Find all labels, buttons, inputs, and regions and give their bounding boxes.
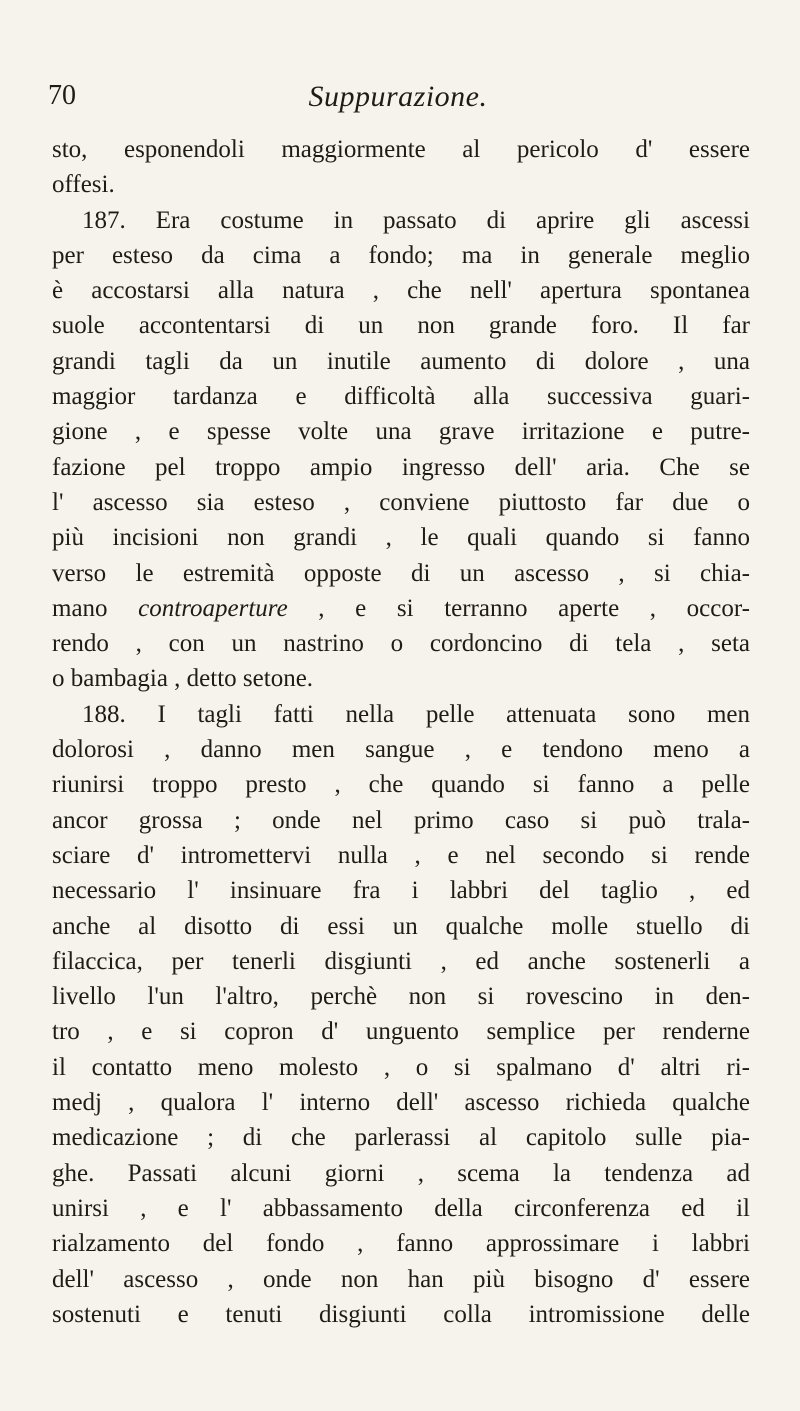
text-line: è accostarsi alla natura , che nell' apertura spontanea <box>52 277 750 305</box>
text-line: verso le estremità opposte di un ascesso , si chia- <box>52 559 750 587</box>
text-line: livello l'un l'altro, perchè non si rovescino in den- <box>52 983 750 1011</box>
text-line: tro , e si copron d' unguento semplice per renderne <box>52 1018 750 1046</box>
text-line: anche al disotto di essi un qualche molle stuello di <box>52 912 750 940</box>
text-line: grandi tagli da un inutile aumento di dolore , una <box>52 347 750 375</box>
text-line: il contatto meno molesto , o si spalmano d' altri ri- <box>52 1053 750 1081</box>
text-line: offesi. <box>52 171 115 199</box>
text-line: ancor grossa ; onde nel primo caso si può trala- <box>52 806 750 834</box>
paragraph-start-line: 187. Era costume in passato di aprire gli ascessi <box>82 206 750 234</box>
text-line: unirsi , e l' abbassamento della circonferenza ed il <box>52 1194 750 1222</box>
text-line: riunirsi troppo presto , che quando si fanno a pelle <box>52 771 750 799</box>
text-line: rendo , con un nastrino o cordoncino di tela , seta <box>52 630 750 658</box>
text-line: sto, esponendoli maggiormente al pericolo d' essere <box>52 136 750 163</box>
page-number: 70 <box>48 80 76 111</box>
text-run: , e si terranno aperte , occor- <box>287 594 750 622</box>
text-run: mano <box>52 594 139 622</box>
italic-term: controaperture <box>138 594 288 622</box>
paragraph-start-line: 188. I tagli fatti nella pelle attenuata sono men <box>82 700 750 728</box>
text-line: medicazione ; di che parlerassi al capitolo sulle pia- <box>52 1124 750 1152</box>
text-line: medj , qualora l' interno dell' ascesso richieda qualche <box>52 1089 750 1117</box>
text-line: per esteso da cima a fondo; ma in generale meglio <box>52 241 750 269</box>
text-line: o bambagia , detto setone. <box>52 665 314 693</box>
text-line: suole accontentarsi di un non grande foro. Il far <box>52 312 750 340</box>
text-line: dell' ascesso , onde non han più bisogno d' essere <box>52 1265 750 1293</box>
text-line: rialzamento del fondo , fanno approssimare i labbri <box>52 1230 750 1258</box>
text-line: sostenuti e tenuti disgiunti colla intromissione delle <box>52 1300 750 1328</box>
text-line: necessario l' insinuare fra i labbri del taglio , ed <box>52 877 750 905</box>
text-line: maggior tardanza e difficoltà alla successiva guari- <box>52 383 750 411</box>
text-line: ghe. Passati alcuni giorni , scema la tendenza ad <box>52 1159 750 1187</box>
page-header <box>48 80 748 120</box>
text-line: fazione pel troppo ampio ingresso dell' aria. Che se <box>52 453 750 481</box>
text-line: sciare d' intromettervi nulla , e nel secondo si rende <box>52 841 750 869</box>
text-line: più incisioni non grandi , le quali quando si fanno <box>52 524 750 552</box>
body-text <box>52 132 750 1332</box>
text-line-with-italic <box>52 591 750 626</box>
text-line: l' ascesso sia esteso , conviene piuttosto far due o <box>52 488 750 516</box>
text-line: gione , e spesse volte una grave irritazione e putre- <box>52 418 750 446</box>
text-line: dolorosi , danno men sangue , e tendono meno a <box>52 736 750 764</box>
text-line: filaccica, per tenerli disgiunti , ed anche sostenerli a <box>52 947 750 975</box>
running-head: Suppurazione. <box>308 80 488 113</box>
